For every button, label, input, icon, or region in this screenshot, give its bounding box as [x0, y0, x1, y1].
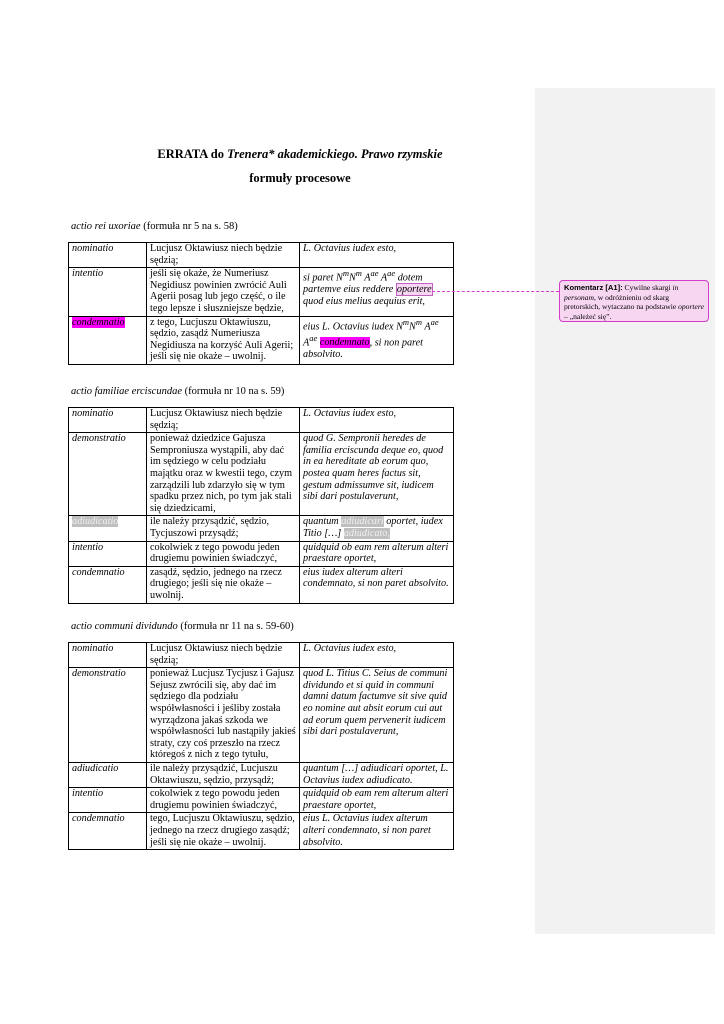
term-cell: nominatio: [69, 643, 147, 668]
section-label-rest: (formuła nr 5 na s. 58): [140, 221, 238, 232]
polish-cell: zasądź, sędzio, jednego na rzecz drugiego; jeśli się nie okaże – uwolnij.: [147, 566, 300, 603]
table-row: [69, 668, 454, 763]
term-cell: [69, 516, 147, 541]
latin-cell: quidquid ob eam rem alterum alteri praestare oportet,: [300, 541, 454, 566]
section-label-italic: actio communi dividundo: [71, 621, 178, 632]
title-prefix: ERRATA do: [157, 147, 228, 161]
polish-cell: Lucjusz Oktawiusz niech będzie sędzią;: [147, 643, 300, 668]
comment-connector-line: [432, 291, 559, 292]
term-cell: demonstratio: [69, 668, 147, 763]
term-cell: nominatio: [69, 408, 147, 433]
polish-cell: ile należy przysądzić, Lucjuszu Oktawiuszu, sędzio, przysądź;: [147, 762, 300, 787]
formula-table-rei-uxoriae: [68, 242, 454, 365]
latin-cell: quod L. Titius C. Seius de communi dividundo et si quid in communi damni datum factumve sit sive quid eo nomine aut absit eorum cui aut ad eorum quem pervenerit iudicem sibi dari postulaverunt,: [300, 668, 454, 763]
comment-balloon[interactable]: [559, 280, 709, 322]
polish-cell: cokolwiek z tego powodu jeden drugiemu powinien świadczyć,: [147, 541, 300, 566]
section-label-familiae-erciscundae: [71, 386, 284, 397]
highlighted-text: condemnato: [319, 336, 370, 348]
table-row: [69, 788, 454, 813]
term-cell: [69, 316, 147, 364]
latin-cell: quidquid ob eam rem alterum alteri praestare oportet,: [300, 788, 454, 813]
term-cell: intentio: [69, 788, 147, 813]
comment-text: , w odróżnieniu od skarg pretorskich, wytaczano na podstawie: [564, 292, 679, 312]
polish-cell: z tego, Lucjuszu Oktawiuszu, sędzio, zasądź Numeriusza Negidiusza na korzyść Auli Agerii; jeśli się nie okaże – uwolnij.: [147, 316, 300, 364]
section-label-italic: actio rei uxoriae: [71, 221, 141, 232]
latin-cell: L. Octavius iudex esto,: [300, 243, 454, 268]
comment-text: – „należeć się”.: [564, 311, 612, 321]
table-row: [69, 813, 454, 850]
comment-author: Komentarz [A1]:: [564, 283, 623, 292]
latin-cell: quantum […] adiudicari oportet, L. Octavius iudex adiudicato.: [300, 762, 454, 787]
highlighted-text: adiudicato,: [343, 527, 390, 539]
formula-table-communi-dividundo: [68, 642, 454, 850]
formula-table-familiae-erciscundae: [68, 407, 454, 604]
latin-cell: [300, 516, 454, 541]
polish-cell: tego, Lucjuszu Oktawiuszu, sędzio, jednego na rzecz drugiego zasądź; jeśli się nie okaże – uwolnij.: [147, 813, 300, 850]
table-row: [69, 643, 454, 668]
comment-anchor-oportere[interactable]: oportere: [396, 284, 432, 296]
table-row: [69, 243, 454, 268]
latin-cell: L. Octavius iudex esto,: [300, 643, 454, 668]
highlighted-text: adiudicari: [341, 516, 384, 528]
section-label-rei-uxoriae: [71, 221, 238, 232]
table-row: [69, 516, 454, 541]
polish-cell: Lucjusz Oktawiusz niech będzie sędzią;: [147, 243, 300, 268]
latin-text: , si non paret absolvito.: [303, 336, 423, 360]
latin-text: quantum: [303, 516, 342, 528]
latin-text: oportet, iudex Titio […]: [303, 516, 443, 539]
term-cell: adiudicatio: [69, 762, 147, 787]
table-row: [69, 566, 454, 603]
title-italic: Trenera* akademickiego. Prawo rzymskie: [227, 147, 443, 161]
highlighted-term: condemnatio: [72, 316, 125, 328]
highlighted-term: adiudicatio: [72, 516, 119, 528]
latin-cell: quod G. Sempronii heredes de familia erciscunda deque eo, quod in ea hereditate ab eorum quo, postea quam heres factus sit, gestum admissumve sit, iudicem sibi dari postulaverunt,: [300, 433, 454, 516]
table-row: [69, 316, 454, 364]
comment-text: Cywilne skargi: [622, 283, 673, 292]
section-label-communi-dividundo: [71, 621, 294, 632]
polish-cell: Lucjusz Oktawiusz niech będzie sędzią;: [147, 408, 300, 433]
section-label-rest: (formuła nr 11 na s. 59-60): [177, 621, 294, 632]
section-label-italic: actio familiae erciscundae: [71, 386, 182, 397]
latin-cell: L. Octavius iudex esto,: [300, 408, 454, 433]
polish-cell: ile należy przysądzić, sędzio, Tycjuszowi przysądź;: [147, 516, 300, 541]
term-cell: condemnatio: [69, 566, 147, 603]
document-title: [0, 147, 600, 162]
section-label-rest: (formuła nr 10 na s. 59): [182, 386, 285, 397]
table-row: [69, 433, 454, 516]
table-row: [69, 762, 454, 787]
comment-margin-pane: [535, 88, 715, 934]
latin-cell: si paret $N^mN^m$ $A^{ae}$ $A^{ae}$ dotem partemve eius reddere oportere quod eius melius aequius erit,: [300, 268, 454, 316]
latin-text: quod eius melius aequius erit,: [303, 295, 425, 307]
latin-cell: eius L. Octavius iudex $N^mN^m$ $A^{ae}$ $A^{ae}$ condemnato, si non paret absolvito.: [300, 316, 454, 364]
table-row: [69, 541, 454, 566]
latin-cell: eius L. Octavius iudex alterum alteri condemnato, si non paret absolvito.: [300, 813, 454, 850]
term-cell: intentio: [69, 268, 147, 316]
comment-text-italic: oportere: [678, 302, 704, 312]
polish-cell: jeśli się okaże, że Numeriusz Negidiusz powinien zwrócić Auli Agerii posag lub jego część, o ile tego lepsze i słuszniejsze będzie,: [147, 268, 300, 316]
term-cell: demonstratio: [69, 433, 147, 516]
term-cell: nominatio: [69, 243, 147, 268]
latin-text: si paret N: [303, 272, 343, 284]
term-cell: condemnatio: [69, 813, 147, 850]
table-row: [69, 268, 454, 316]
polish-cell: cokolwiek z tego powodu jeden drugiemu powinien świadczyć,: [147, 788, 300, 813]
polish-cell: ponieważ dziedzice Gajusza Semproniusza wystąpili, aby dać im sędziego w celu podziału majątku oraz w kwestii tego, czym zarządzili lub zdarzyło się w tym spadku przez nich, po tym jak stali się dziedzicami,: [147, 433, 300, 516]
term-cell: intentio: [69, 541, 147, 566]
latin-cell: eius iudex alterum alteri condemnato, si non paret absolvito.: [300, 566, 454, 603]
polish-cell: ponieważ Lucjusz Tycjusz i Gajusz Sejusz zwrócili się, aby dać im sędziego dla podziału współwłasności i jeśliby została wyrządzona jakaś szkoda we współwłasności lub nastąpiły jakieś straty, czy coś przeszło na rzecz któregoś z nich z tego tytułu,: [147, 668, 300, 763]
comment-text-italic: in personam: [564, 283, 679, 302]
document-subtitle: formuły procesowe: [249, 171, 351, 185]
table-row: [69, 408, 454, 433]
